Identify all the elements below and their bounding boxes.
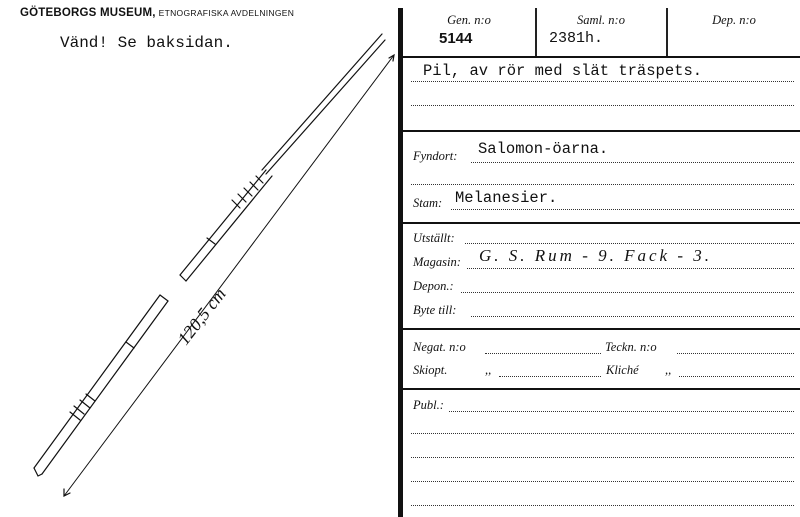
measurement-line — [64, 55, 394, 496]
section-rule — [403, 328, 800, 330]
utstallt-label: Utställt: — [413, 231, 455, 245]
dotted-line — [411, 184, 794, 185]
measurement-label: 120,5 cm — [173, 284, 230, 349]
section-rule — [403, 388, 800, 390]
card-right-panel — [403, 0, 800, 517]
stam-value: Melanesier. — [455, 189, 558, 207]
arrow-node-lower — [126, 342, 134, 348]
fyndort-value: Salomon-öarna. — [478, 140, 609, 158]
dotted-line — [411, 457, 794, 458]
dotted-line — [411, 505, 794, 506]
dotted-line — [449, 411, 794, 412]
dotted-line — [467, 268, 794, 269]
kliche-label: Kliché — [606, 363, 639, 377]
department-name: ETNOGRAFISKA AVDELNINGEN — [158, 8, 295, 18]
saml-cell — [537, 0, 665, 56]
depon-label: Depon.: — [413, 279, 454, 293]
dotted-line — [451, 209, 794, 210]
dotted-line — [411, 481, 794, 482]
stam-label: Stam: — [413, 196, 443, 210]
dotted-line — [461, 292, 794, 293]
section-rule — [403, 130, 800, 132]
arrow-shaft-lower-a — [34, 295, 160, 468]
dep-cell — [668, 0, 800, 56]
byte-label: Byte till: — [413, 303, 457, 317]
dotted-line — [411, 105, 794, 106]
dep-label: Dep. n:o — [712, 13, 756, 27]
dotted-line — [485, 353, 601, 354]
arrow-tip-line-a — [262, 34, 382, 170]
publ-label: Publ.: — [413, 398, 444, 412]
header-rule — [403, 56, 800, 58]
gen-value: 5144 — [439, 30, 473, 47]
arrow-shaft-lower-b — [42, 301, 168, 474]
dotted-line — [465, 243, 794, 244]
dotted-line — [679, 376, 794, 377]
arrow-shaft-upper-end — [180, 275, 186, 281]
saml-value: 2381h. — [549, 30, 604, 47]
museum-name: GÖTEBORGS MUSEUM, — [20, 7, 156, 19]
dotted-line — [677, 353, 794, 354]
dotted-line — [411, 81, 794, 82]
description-text: Pil, av rör med slät träspets. — [423, 62, 703, 80]
skiopt-ditto: ,, — [485, 363, 492, 377]
fyndort-label: Fyndort: — [413, 149, 458, 163]
negat-label: Negat. n:o — [413, 340, 466, 354]
arrow-tip-line-b — [266, 40, 385, 174]
turn-over-note: Vänd! Se baksidan. — [60, 34, 233, 52]
dotted-line — [411, 433, 794, 434]
arrow-drawing — [0, 0, 398, 517]
teckn-label: Teckn. n:o — [605, 340, 657, 354]
dotted-line — [471, 162, 794, 163]
arrow-shaft-upper-b — [186, 176, 272, 281]
magasin-value: G. S. Rum - 9. Fack - 3. — [479, 246, 712, 265]
gen-cell — [403, 0, 535, 56]
section-rule — [403, 222, 800, 224]
skiopt-label: Skiopt. — [413, 363, 448, 377]
card-left-panel — [0, 0, 398, 517]
kliche-ditto: ,, — [665, 363, 672, 377]
arrow-shaft-lower-top — [160, 295, 168, 301]
arrow-shaft-lower-end — [34, 468, 42, 476]
saml-label: Saml. n:o — [577, 13, 625, 27]
dotted-line — [471, 316, 794, 317]
dotted-line — [499, 376, 601, 377]
magasin-label: Magasin: — [413, 255, 461, 269]
gen-label: Gen. n:o — [447, 13, 491, 27]
